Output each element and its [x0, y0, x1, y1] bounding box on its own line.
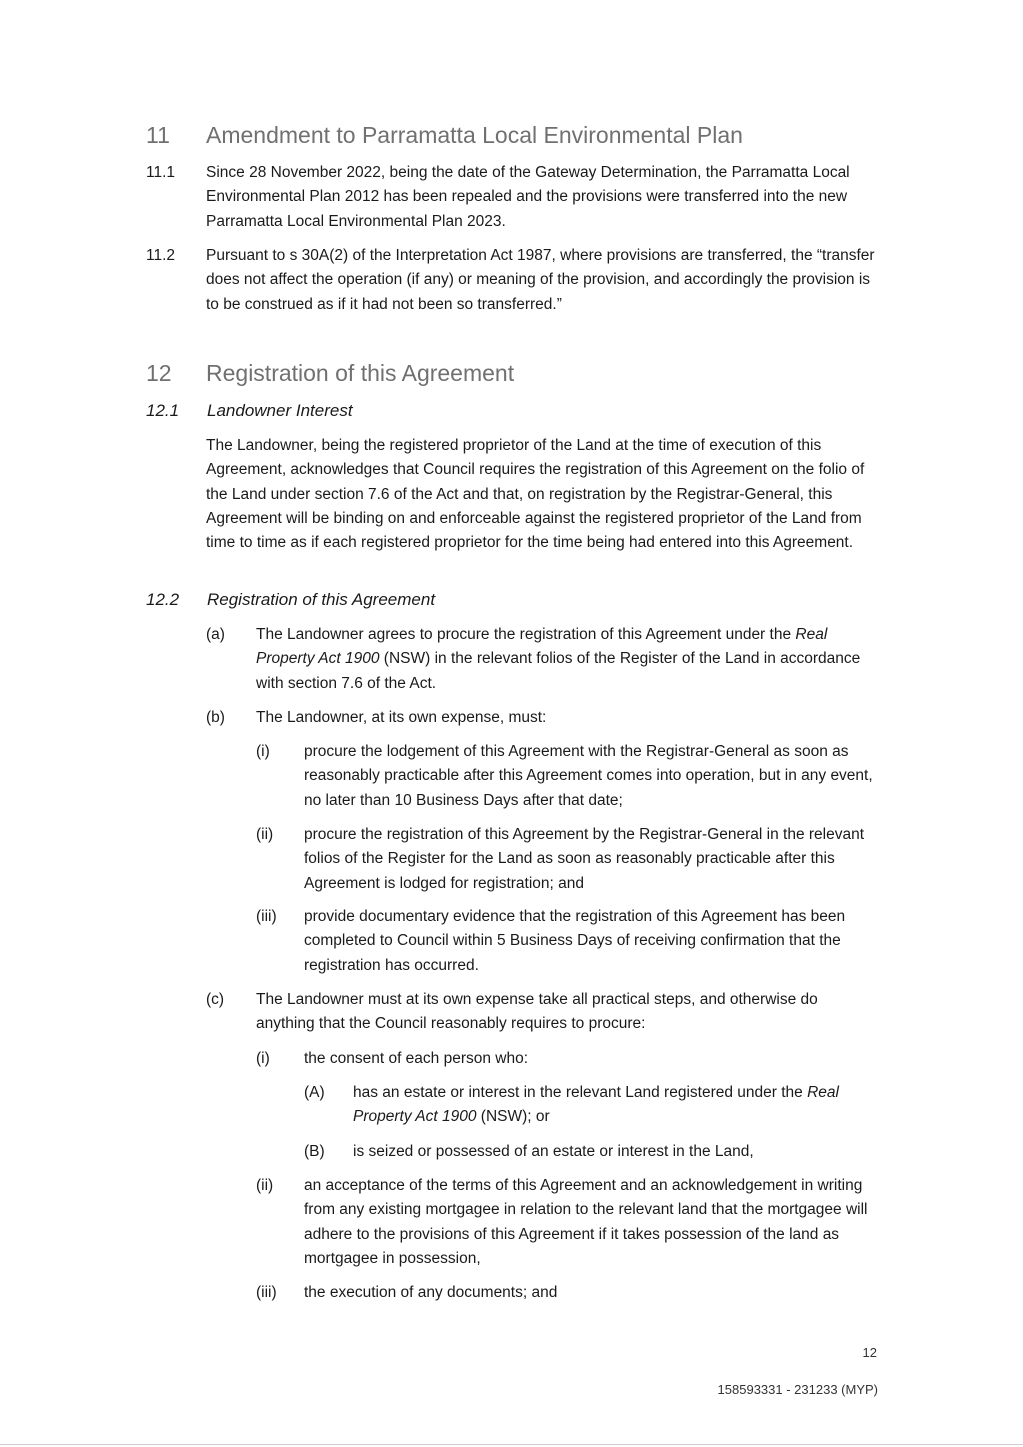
clause-number: 11.1: [146, 164, 176, 181]
page-bottom-edge: [0, 1444, 1023, 1445]
page-number: 12: [862, 1345, 877, 1360]
item-text: The Landowner must at its own expense take all practical steps, and otherwise do anything that the Council reasonably requires to procure:: [256, 991, 818, 1033]
document-reference: 158593331 - 231233 (MYP): [717, 1382, 878, 1397]
clause-text: Pursuant to s 30A(2) of the Interpretation Act 1987, where provisions are transferred, the “transfer does not affect the operation (if any) or meaning of the provision, and accordingly the provision is to be construed as if it had not been so transferred.”: [206, 247, 875, 313]
item-label: (i): [256, 1050, 270, 1067]
item-label: (B): [304, 1143, 325, 1160]
item-text: provide documentary evidence that the registration of this Agreement has been completed to Council within 5 Business Days of receiving confirmation that the registration has occurred.: [304, 908, 846, 974]
text-part: (NSW); or: [476, 1108, 550, 1126]
item-text: the execution of any documents; and: [304, 1284, 558, 1301]
item-text: is seized or possessed of an estate or interest in the Land,: [353, 1143, 754, 1160]
clause-text: The Landowner, being the registered proprietor of the Land at the time of execution of this Agreement, acknowledges that Council requires the registration of this Agreement on the folio of the Land under section 7.6 of the Act and that, on registration by the Registrar-General, this Agreement will be binding on and enforceable against the registered proprietor of the Land from time to time as if each registered proprietor for the time being had entered into this Agreement.: [206, 437, 865, 552]
clause-number: 11.2: [146, 247, 176, 264]
item-label: (ii): [256, 1177, 274, 1194]
text-part: (NSW) in the relevant folios of the Register of the Land in accordance with section 7.6 of the Act.: [256, 650, 861, 692]
item-label: (iii): [256, 1284, 277, 1301]
act-name: Real Property Act 1900: [256, 626, 828, 668]
item-label: (b): [206, 709, 225, 726]
act-name: Real Property Act 1900: [353, 1084, 839, 1126]
item-label: (a): [206, 626, 225, 643]
item-text: The Landowner, at its own expense, must:: [256, 709, 547, 726]
section-number: 11: [146, 122, 170, 148]
item-label: (A): [304, 1084, 325, 1101]
item-label: (c): [206, 991, 225, 1008]
item-text: procure the registration of this Agreement by the Registrar-General in the relevant folios of the Register for the Land as soon as reasonably practicable after this Agreement is lodged for registration; and: [304, 826, 865, 892]
item-text: the consent of each person who:: [304, 1050, 529, 1067]
clause-text: Since 28 November 2022, being the date of the Gateway Determination, the Parramatta Local Environmental Plan 2012 has been repealed and the provisions were transferred into the new Parramatta Local Environmental Plan 2023.: [206, 164, 850, 230]
clause-number: 12.2: [146, 590, 180, 609]
text-part: The Landowner agrees to procure the registration of this Agreement under the: [256, 626, 796, 643]
section-title: Amendment to Parramatta Local Environmental Plan: [206, 122, 743, 148]
item-label: (i): [256, 743, 270, 760]
item-label: (iii): [256, 908, 277, 925]
section-number: 12: [146, 360, 172, 386]
clause-heading: Landowner Interest: [207, 401, 353, 420]
item-label: (ii): [256, 826, 274, 843]
item-text: [256, 623, 886, 696]
clause-heading: Registration of this Agreement: [207, 590, 436, 609]
item-text: [353, 1081, 873, 1130]
section-title: Registration of this Agreement: [206, 360, 515, 386]
text-part: has an estate or interest in the relevant Land registered under the: [353, 1084, 808, 1101]
item-text: procure the lodgement of this Agreement with the Registrar-General as soon as reasonably practicable after this Agreement comes into operation, but in any event, no later than 10 Business Days after that date;: [304, 743, 873, 809]
clause-number: 12.1: [146, 401, 180, 420]
item-text: an acceptance of the terms of this Agreement and an acknowledgement in writing from any existing mortgagee in relation to the relevant land that the mortgagee will adhere to the provisions of this Agreement if it takes possession of the land as mortgagee in possession,: [304, 1177, 868, 1267]
